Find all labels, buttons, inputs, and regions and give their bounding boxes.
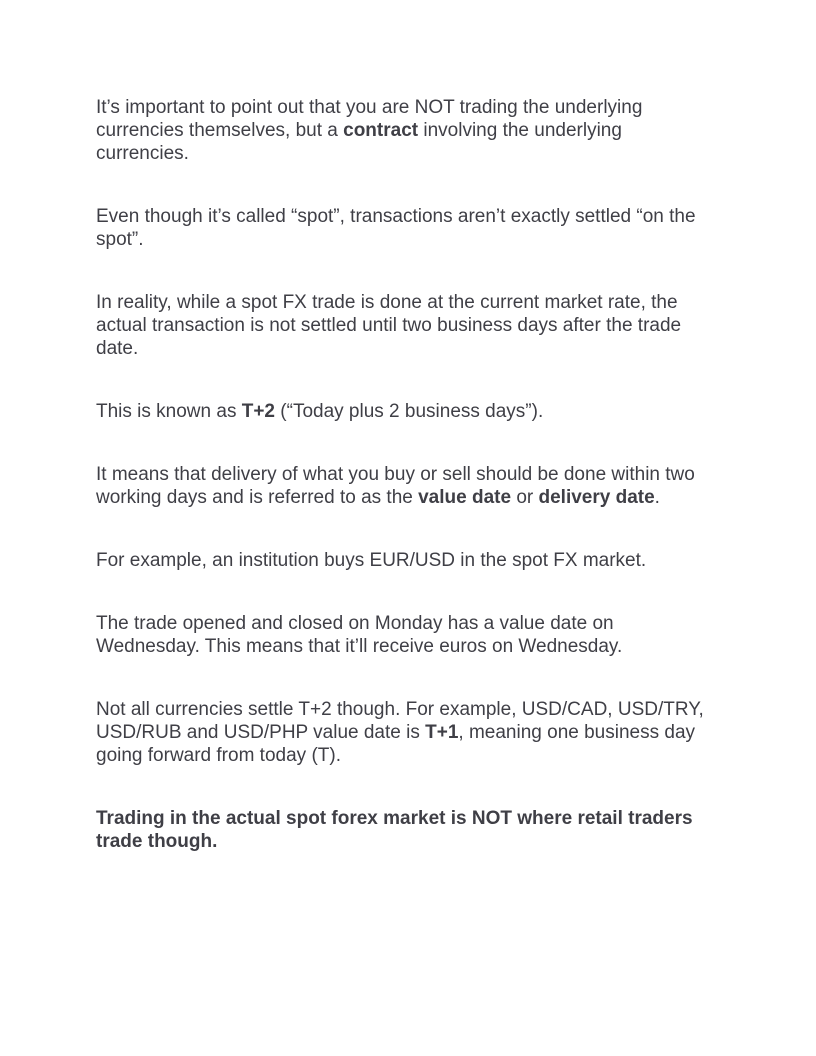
paragraph-example (96, 549, 716, 572)
bold-term-contract: contract (343, 120, 419, 141)
paragraph-spot (96, 205, 716, 251)
text-segment: Not all currencies settle T+2 though. For example, USD/CAD, USD/TRY, USD/RUB and USD/PHP value date is (96, 699, 704, 743)
text-segment: The trade opened and closed on Monday has a value date on Wednesday. This means that it’ll receive euros on Wednesday. (96, 613, 623, 657)
text-segment: Even though it’s called “spot”, transactions aren’t exactly settled “on the spot”. (96, 206, 696, 250)
text-segment: . (654, 487, 660, 508)
bold-term-t-plus-2: T+2 (241, 401, 276, 422)
document-page (96, 96, 716, 893)
bold-term-delivery-date: delivery date (538, 487, 655, 508)
text-segment: In reality, while a spot FX trade is done at the current market rate, the actual transaction is not settled until two business days after the trade date. (96, 292, 682, 359)
bold-term-value-date: value date (418, 487, 512, 508)
paragraph-t-plus-2 (96, 400, 716, 423)
text-segment: involving the underlying currencies. (96, 120, 622, 164)
text-segment: It means that delivery of what you buy or sell should be done within two working days and is referred to as the (96, 464, 695, 508)
paragraph-contract (96, 96, 716, 165)
text-segment: This is known as (96, 401, 242, 422)
bold-term-t-plus-1: T+1 (425, 722, 459, 743)
paragraph-settlement (96, 291, 716, 360)
text-segment: Trading in the actual spot forex market is NOT where retail traders trade though. (96, 808, 693, 852)
text-segment: (“Today plus 2 business days”). (275, 401, 544, 422)
text-segment: For example, an institution buys EUR/USD in the spot FX market. (96, 550, 647, 571)
paragraph-monday-wednesday (96, 612, 716, 658)
text-segment: or (511, 487, 539, 508)
paragraph-value-date (96, 463, 716, 509)
paragraph-retail-traders (96, 807, 716, 853)
paragraph-t-plus-1 (96, 698, 716, 767)
text-segment: , meaning one business day going forward from today (T). (96, 722, 696, 766)
text-segment: It’s important to point out that you are NOT trading the underlying currencies themselves, but a (96, 97, 643, 141)
